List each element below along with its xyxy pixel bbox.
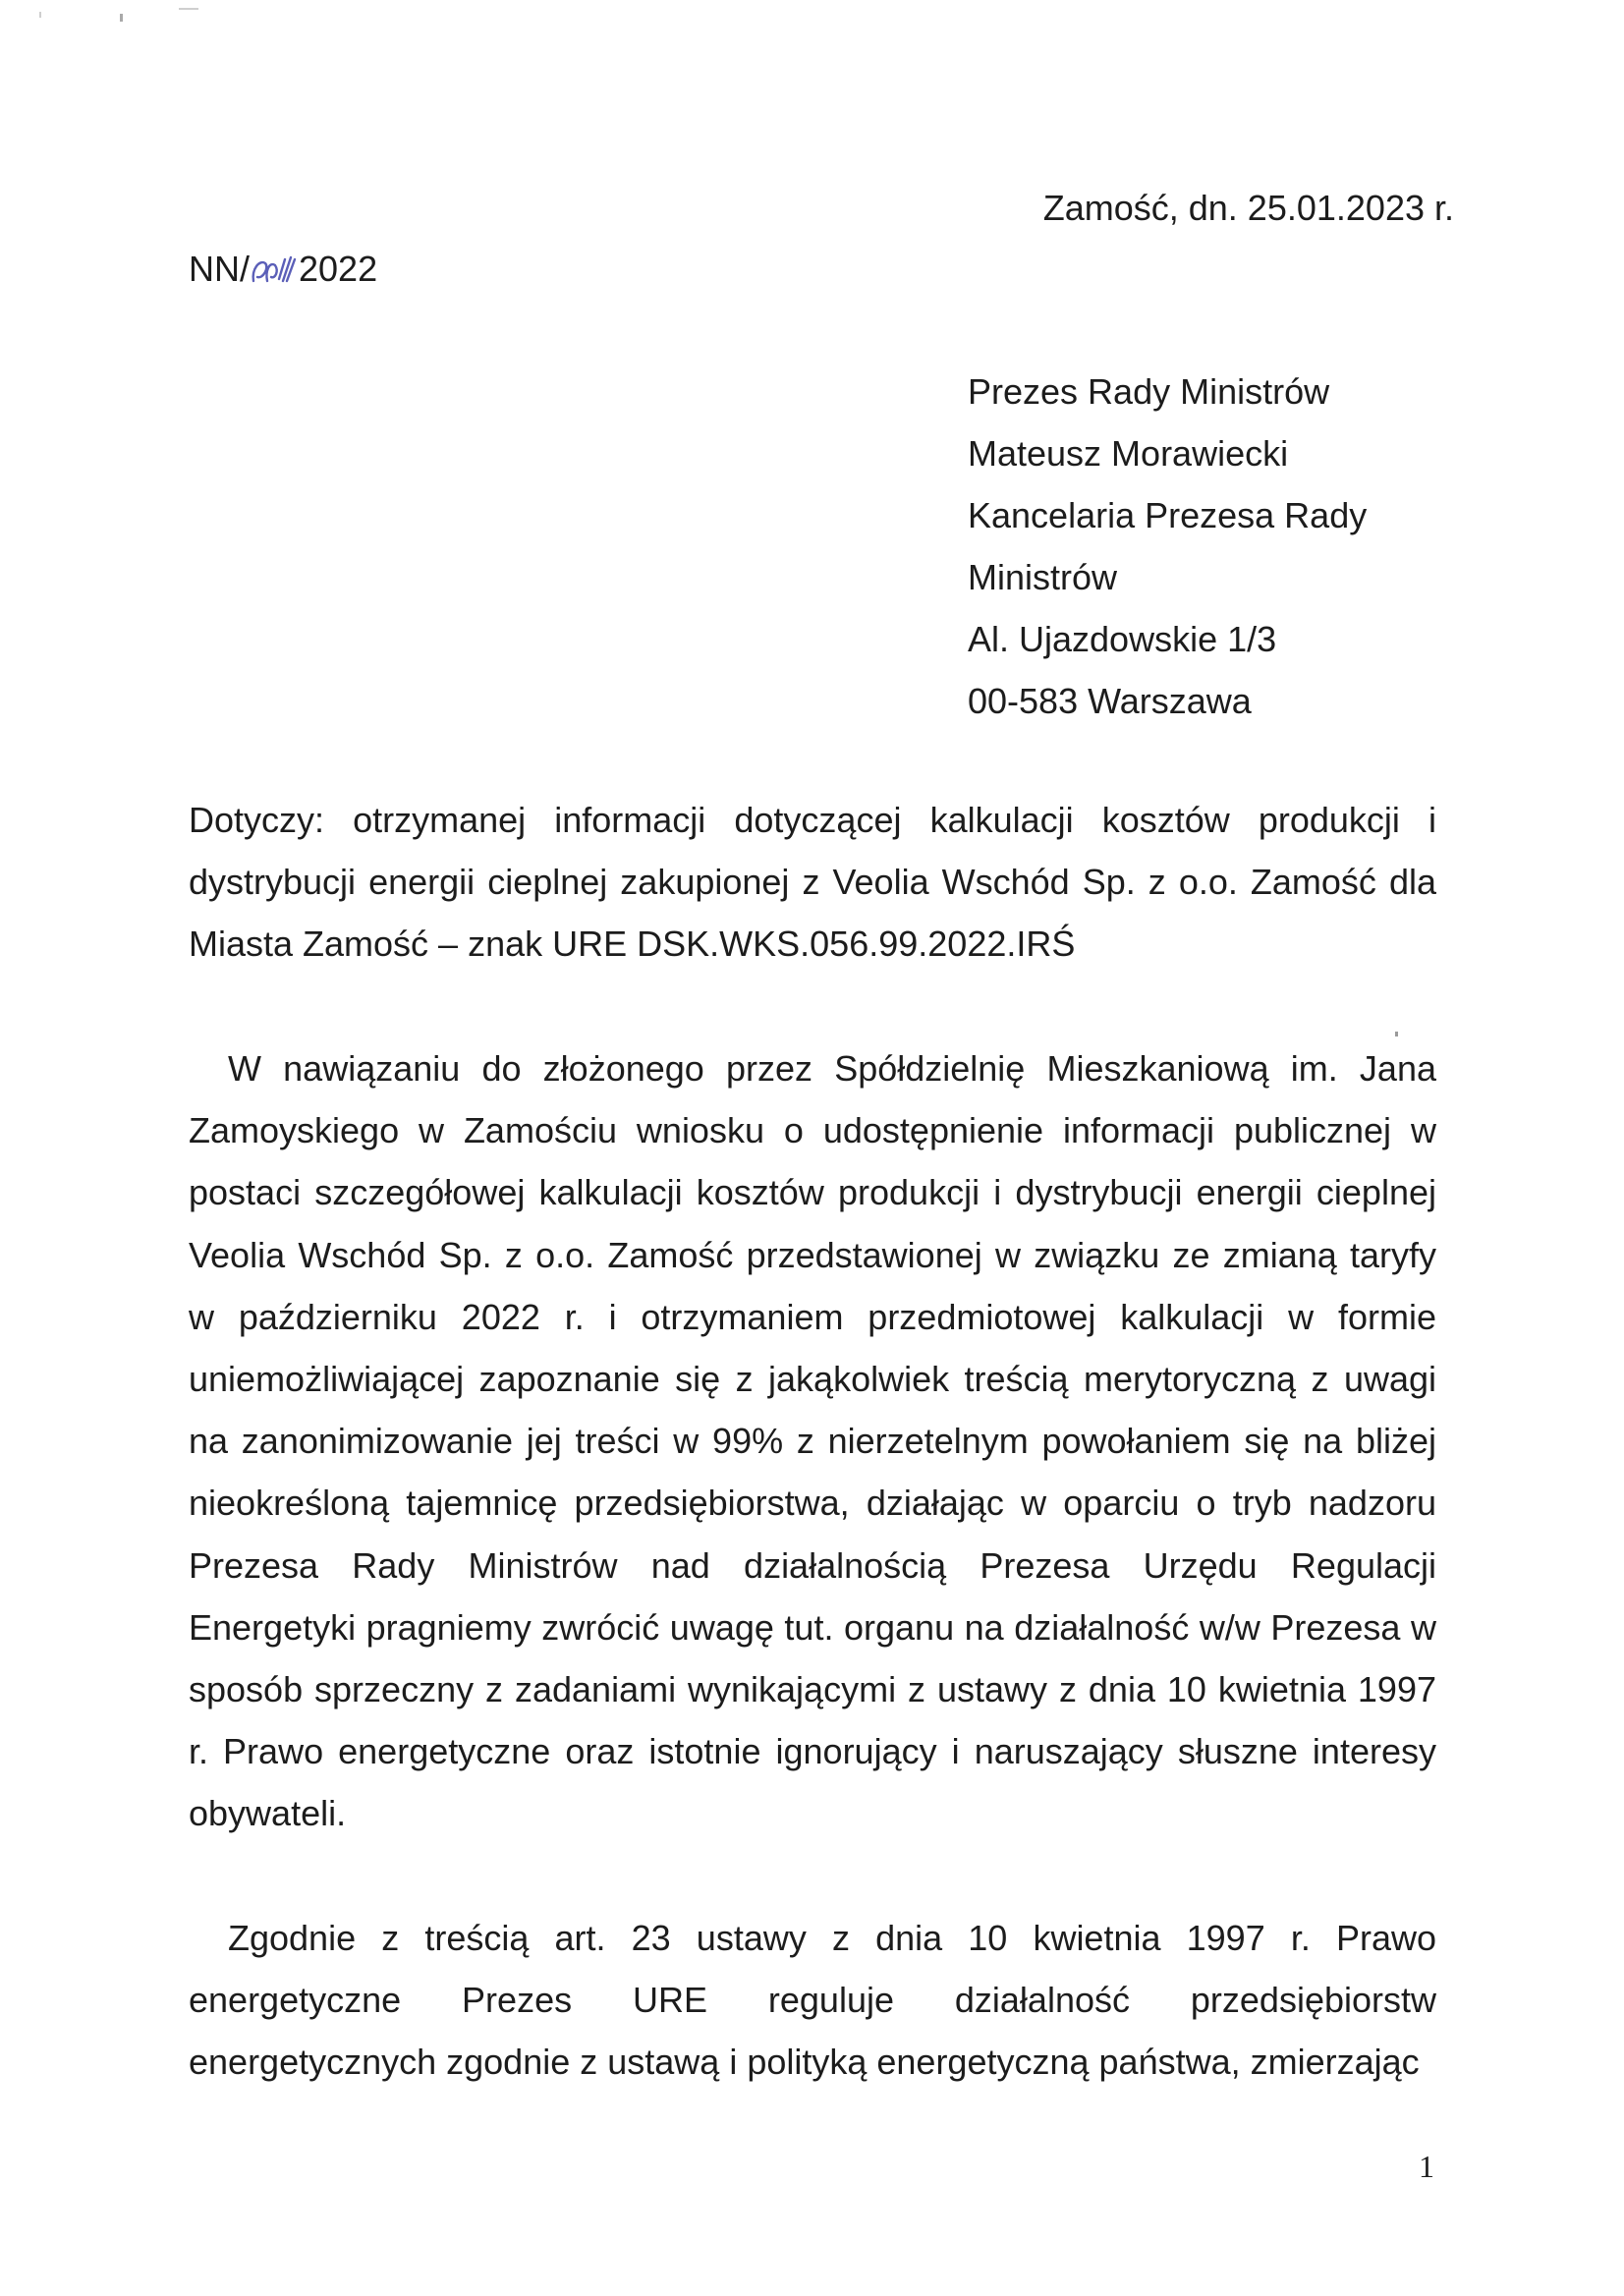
date-line: Zamość, dn. 25.01.2023 r. — [1042, 188, 1454, 228]
reference-prefix: NN/ — [189, 249, 250, 289]
scan-speck — [179, 8, 198, 10]
recipient-line: Ministrów — [968, 557, 1118, 597]
scan-speck — [120, 14, 123, 22]
handwritten-number-mark — [250, 252, 299, 285]
recipient-line: Al. Ujazdowskie 1/3 — [968, 619, 1277, 659]
recipient-address — [968, 361, 1479, 732]
scan-speck — [1395, 1032, 1398, 1036]
subject-line: Dotyczy: otrzymanej informacji dotyczącej kalkulacji kosztów produkcji i dystrybucji energii cieplnej zakupionej z Veolia Wschód Sp. z o.o. Zamość dla Miasta Zamość – znak URE DSK.WKS.056.99.2022.IRŚ — [189, 800, 1436, 964]
recipient-line: Kancelaria Prezesa Rady — [968, 495, 1368, 535]
page-number: 1 — [1419, 2149, 1434, 2184]
body-paragraph: W nawiązaniu do złożonego przez Spółdzielnię Mieszkaniową im. Jana Zamoyskiego w Zamościu wniosku o udostępnienie informacji publicznej w postaci szczegółowej kalkulacji kosztów produkcji i dystrybucji energii cieplnej Veolia Wschód Sp. z o.o. Zamość przedstawionej w związku ze zmianą taryfy w październiku 2022 r. i otrzymaniem przedmiotowej kalkulacji w formie uniemożliwiającej zapoznanie się z jakąkolwiek treścią merytoryczną z uwagi na zanonimizowanie jej treści w 99% z nierzetelnym powołaniem się na bliżej nieokreśloną tajemnicę przedsiębiorstwa, działając w oparciu o tryb nadzoru Prezesa Rady Ministrów nad działalnością Prezesa Urzędu Regulacji Energetyki pragniemy zwrócić uwagę tut. organu na działalność w/w Prezesa w sposób sprzeczny z zadaniami wynikającymi z ustawy z dnia 10 kwietnia 1997 r. Prawo energetyczne oraz istotnie ignorujący i naruszający słuszne interesy obywateli. — [189, 1048, 1436, 1834]
recipient-line: 00-583 Warszawa — [968, 681, 1252, 721]
recipient-line: Prezes Rady Ministrów — [968, 371, 1330, 412]
recipient-line: Mateusz Morawiecki — [968, 433, 1289, 474]
scan-speck — [39, 12, 41, 18]
reference-suffix: 2022 — [299, 249, 378, 289]
body-paragraph: Zgodnie z treścią art. 23 ustawy z dnia 10 kwietnia 1997 r. Prawo energetyczne Prezes URE reguluje działalność przedsiębiorstw energetycznych zgodnie z ustawą i polityką energetyczną państwa, zmierzając — [189, 1918, 1436, 2083]
reference-number — [189, 246, 680, 293]
